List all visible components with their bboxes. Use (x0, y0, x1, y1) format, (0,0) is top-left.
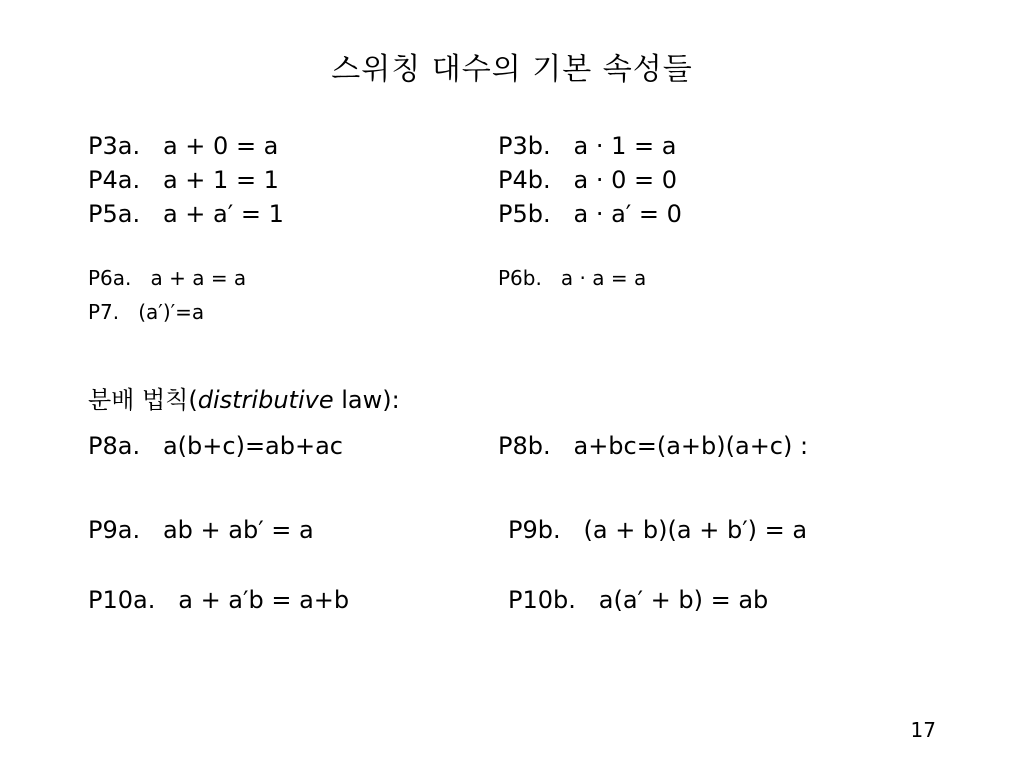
heading-prefix: 분배 법칙( (88, 386, 198, 414)
property-p3b: P3b. a · 1 = a (498, 132, 677, 160)
property-p3a: P3a. a + 0 = a (88, 132, 279, 160)
property-p10a: P10a. a + a′b = a+b (88, 586, 350, 614)
property-p5b: P5b. a · a′ = 0 (498, 200, 682, 228)
page-number: 17 (910, 718, 936, 742)
property-p8a: P8a. a(b+c)=ab+ac (88, 432, 343, 460)
property-p10b: P10b. a(a′ + b) = ab (508, 586, 769, 614)
slide-title: 스위칭 대수의 기본 속성들 (331, 52, 693, 87)
property-p4b: P4b. a · 0 = 0 (498, 166, 677, 194)
property-p4a: P4a. a + 1 = 1 (88, 166, 279, 194)
property-p5a: P5a. a + a′ = 1 (88, 200, 284, 228)
property-p6b: P6b. a · a = a (498, 266, 647, 290)
distributive-law-heading (88, 380, 400, 415)
property-p7: P7. (a′)′=a (88, 300, 205, 324)
heading-suffix: law): (333, 386, 400, 414)
property-p9b: P9b. (a + b)(a + b′) = a (508, 516, 808, 544)
property-p9a: P9a. ab + ab′ = a (88, 516, 314, 544)
property-p6a: P6a. a + a = a (88, 266, 247, 290)
property-p8b: P8b. a+bc=(a+b)(a+c) : (498, 432, 809, 460)
heading-italic-term: distributive (197, 386, 334, 414)
